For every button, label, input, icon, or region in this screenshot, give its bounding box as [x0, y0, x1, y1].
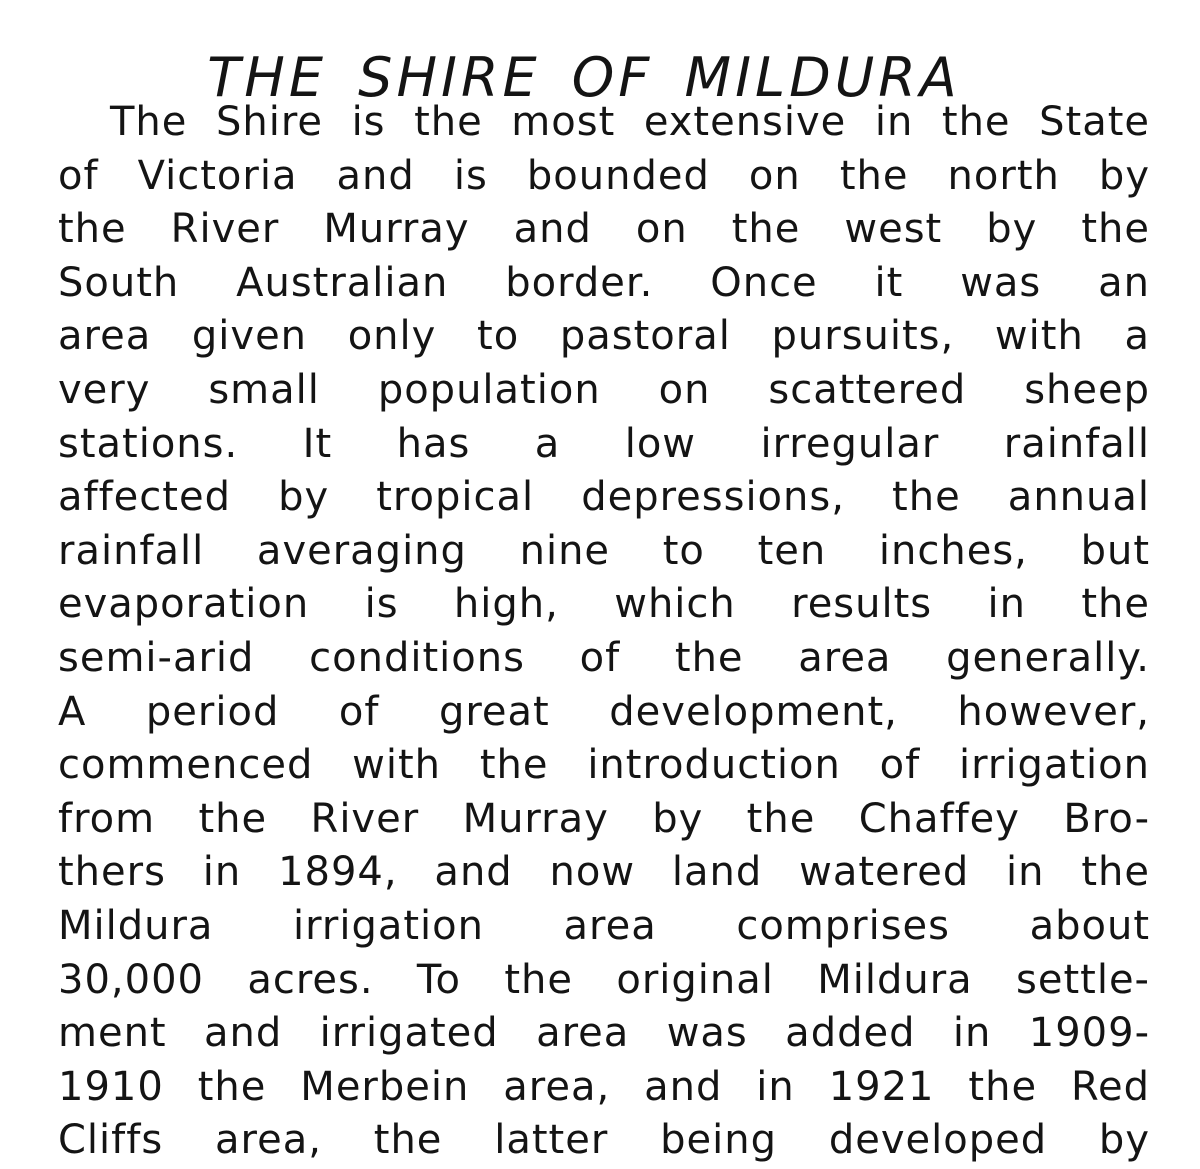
- text-line: 30,000 acres. To the original Mildura settle-: [58, 956, 1150, 1003]
- text-line: thers in 1894, and now land watered in the: [58, 849, 1150, 896]
- text-line: A period of great development, however,: [58, 688, 1150, 735]
- text-line: Mildura irrigation area comprises about: [58, 902, 1150, 949]
- text-line: South Australian border. Once it was an: [58, 259, 1150, 306]
- text-line: ment and irrigated area was added in 1909-: [58, 1010, 1150, 1057]
- text-line: Cliffs area, the latter being developed by: [58, 1117, 1150, 1164]
- text-line: semi-arid conditions of the area generally.: [58, 634, 1150, 681]
- text-line: from the River Murray by the Chaffey Bro-: [58, 795, 1150, 842]
- text-line: evaporation is high, which results in the: [58, 581, 1150, 628]
- text-line: The Shire is the most extensive in the State: [110, 99, 1150, 145]
- text-line: very small population on scattered sheep: [58, 366, 1150, 413]
- text-line: commenced with the introduction of irrigation: [58, 742, 1150, 789]
- text-line: area given only to pastoral pursuits, with a: [58, 313, 1150, 360]
- article-title: THE SHIRE OF MILDURA: [207, 46, 961, 110]
- text-line: 1910 the Merbein area, and in 1921 the Red: [58, 1063, 1150, 1110]
- text-line: affected by tropical depressions, the annual: [58, 474, 1150, 521]
- article-body: [58, 96, 1150, 1168]
- text-line: stations. It has a low irregular rainfall: [58, 420, 1150, 467]
- text-line: the River Murray and on the west by the: [58, 206, 1150, 253]
- text-line: of Victoria and is bounded on the north by: [58, 152, 1150, 199]
- text-line: rainfall averaging nine to ten inches, but: [58, 527, 1150, 574]
